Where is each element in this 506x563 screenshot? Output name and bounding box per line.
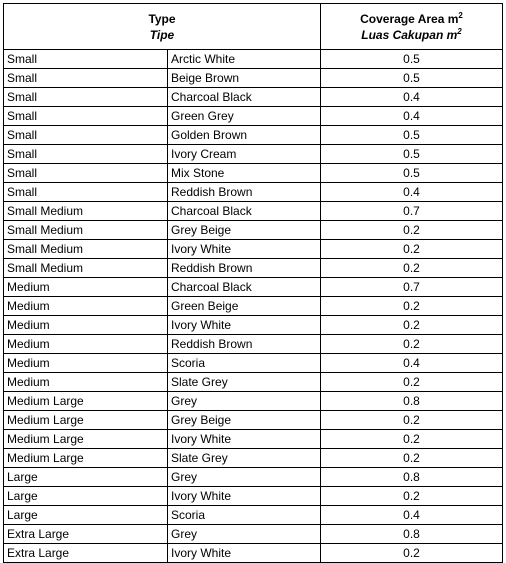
table-row [4,506,503,525]
table-row [4,259,503,278]
color-cell: Arctic White [168,50,321,69]
area-cell: 0.5 [321,126,503,145]
color-cell: Scoria [168,354,321,373]
color-cell: Golden Brown [168,126,321,145]
table-row [4,278,503,297]
coverage-header-label: Coverage Area m [360,11,459,26]
area-cell: 0.2 [321,335,503,354]
color-cell: Grey [168,525,321,544]
area-cell: 0.4 [321,107,503,126]
table-row [4,449,503,468]
coverage-header-unit-sup-id: 2 [457,26,462,36]
area-cell: 0.5 [321,69,503,88]
color-cell: Reddish Brown [168,183,321,202]
type-header-label-id: Tipe [149,27,175,42]
area-cell: 0.2 [321,240,503,259]
color-cell: Ivory White [168,544,321,563]
color-cell: Reddish Brown [168,259,321,278]
table-row [4,145,503,164]
size-cell: Medium Large [4,411,168,430]
color-cell: Charcoal Black [168,88,321,107]
color-cell: Ivory Cream [168,145,321,164]
table-row [4,335,503,354]
table-row [4,107,503,126]
coverage-table [3,3,503,563]
color-cell: Charcoal Black [168,202,321,221]
color-cell: Grey Beige [168,411,321,430]
area-cell: 0.8 [321,468,503,487]
coverage-header-line-id [321,27,502,43]
table-row [4,297,503,316]
size-cell: Small [4,164,168,183]
table-row [4,373,503,392]
size-cell: Small Medium [4,240,168,259]
color-cell: Ivory White [168,430,321,449]
size-cell: Small Medium [4,202,168,221]
color-cell: Scoria [168,506,321,525]
area-cell: 0.2 [321,411,503,430]
area-cell: 0.2 [321,316,503,335]
size-cell: Medium Large [4,430,168,449]
size-cell: Small Medium [4,221,168,240]
size-cell: Extra Large [4,544,168,563]
size-cell: Medium Large [4,392,168,411]
table-row [4,164,503,183]
area-cell: 0.2 [321,259,503,278]
coverage-column-header [321,4,503,50]
area-cell: 0.4 [321,183,503,202]
size-cell: Medium [4,316,168,335]
table-row [4,240,503,259]
table-row [4,487,503,506]
area-cell: 0.2 [321,487,503,506]
area-cell: 0.7 [321,278,503,297]
table-row [4,69,503,88]
color-cell: Grey [168,392,321,411]
coverage-header-line [321,11,502,27]
color-cell: Green Grey [168,107,321,126]
table-row [4,88,503,107]
area-cell: 0.2 [321,430,503,449]
table-body [4,50,503,563]
table-row [4,316,503,335]
table-row [4,202,503,221]
table-row [4,468,503,487]
color-cell: Ivory White [168,240,321,259]
area-cell: 0.5 [321,164,503,183]
area-cell: 0.8 [321,392,503,411]
size-cell: Small [4,88,168,107]
type-header-label: Type [148,11,176,26]
size-cell: Medium Large [4,449,168,468]
table-row [4,525,503,544]
size-cell: Small [4,126,168,145]
coverage-header-label-id: Luas Cakupan m [361,27,458,42]
type-column-header [4,4,321,50]
table-row [4,411,503,430]
size-cell: Small [4,183,168,202]
table-row [4,354,503,373]
size-cell: Medium [4,297,168,316]
area-cell: 0.4 [321,354,503,373]
color-cell: Grey Beige [168,221,321,240]
color-cell: Ivory White [168,316,321,335]
size-cell: Small [4,145,168,164]
area-cell: 0.4 [321,506,503,525]
table-row [4,544,503,563]
color-cell: Charcoal Black [168,278,321,297]
table-row [4,183,503,202]
size-cell: Large [4,468,168,487]
area-cell: 0.4 [321,88,503,107]
color-cell: Slate Grey [168,449,321,468]
table-row [4,126,503,145]
size-cell: Medium [4,373,168,392]
area-cell: 0.5 [321,145,503,164]
area-cell: 0.8 [321,525,503,544]
size-cell: Small [4,50,168,69]
area-cell: 0.2 [321,221,503,240]
color-cell: Mix Stone [168,164,321,183]
size-cell: Small [4,107,168,126]
coverage-header-unit-sup: 2 [458,10,463,20]
color-cell: Grey [168,468,321,487]
table-row [4,50,503,69]
size-cell: Large [4,506,168,525]
table-header-row [4,4,503,50]
area-cell: 0.5 [321,50,503,69]
size-cell: Medium [4,278,168,297]
color-cell: Ivory White [168,487,321,506]
color-cell: Green Beige [168,297,321,316]
table-row [4,392,503,411]
color-cell: Beige Brown [168,69,321,88]
area-cell: 0.7 [321,202,503,221]
size-cell: Medium [4,335,168,354]
coverage-table-container [3,3,502,563]
area-cell: 0.2 [321,544,503,563]
size-cell: Small [4,69,168,88]
area-cell: 0.2 [321,449,503,468]
color-cell: Reddish Brown [168,335,321,354]
table-row [4,430,503,449]
area-cell: 0.2 [321,297,503,316]
size-cell: Small Medium [4,259,168,278]
color-cell: Slate Grey [168,373,321,392]
size-cell: Extra Large [4,525,168,544]
area-cell: 0.2 [321,373,503,392]
size-cell: Large [4,487,168,506]
table-row [4,221,503,240]
size-cell: Medium [4,354,168,373]
